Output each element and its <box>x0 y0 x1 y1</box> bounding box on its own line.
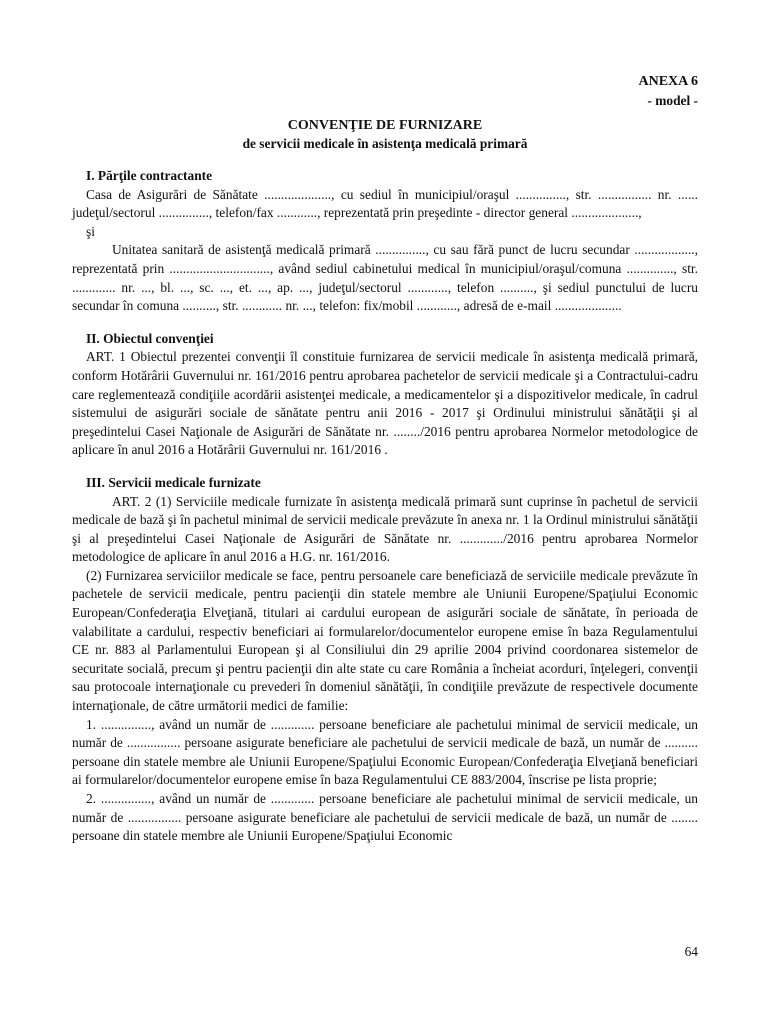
annex-label: ANEXA 6 <box>638 74 698 89</box>
document-body <box>72 72 698 846</box>
section-3-list-item-2: 2. ..............., având un număr de ............. persoane beneficiare ale pachetului minimal de servicii medicale, un număr de ................ persoane asigurate beneficiare ale pachetului de servicii medicale de bază, un număr de ........ persoane din statele membre ale Uniunii Europene/Spaţiului Economic <box>72 791 698 844</box>
section-1-and: şi <box>86 223 95 239</box>
section-3-paragraph-1: ART. 2 (1) Serviciile medicale furnizate în asistenţa medicală primară sunt cuprinse în pachetul de servicii medicale de bază şi în pachetul minimal de servicii medicale prevăzute în anexa nr. 1 la Ordinul ministrului sănătăţii şi al preşedintelui Casei Naţionale de Asigurări de Sănătate nr. ............./2016 pentru aprobarea Normelor metodologice de aplicare în anul 2016 a H.G. nr. 161/2016. <box>72 493 698 565</box>
document-subtitle: de servicii medicale în asistenţa medicală primară <box>242 136 528 151</box>
section-1-heading: I. Părţile contractante <box>86 168 213 183</box>
page-number: 64 <box>684 944 698 959</box>
section-2-heading: II. Obiectul convenţiei <box>86 330 214 346</box>
model-label: - model - <box>647 93 698 108</box>
document-title: CONVENŢIE DE FURNIZARE <box>287 118 483 133</box>
section-3-list-item-1: 1. ..............., având un număr de ............. persoane beneficiare ale pachetului minimal de servicii medicale, un număr de ................ persoane asigurate beneficiare ale pachetului de servicii medicale de bază, un număr de .......... persoane din statele membre ale Uniunii Europene/Spaţiului Economic European/Confederaţia Elveţiană beneficiari ai formularelor/documentelor europene emise în baza Regulamentului CE 883/2004, înscrise pe lista proprie; <box>72 716 698 788</box>
section-2-paragraph-1: ART. 1 Obiectul prezentei convenţii îl constituie furnizarea de servicii medicale în asistenţa medicală primară, conform Hotărârii Guvernului nr. 161/2016 pentru aprobarea pachetelor de servicii medicale şi a Contractului-cadru care reglementează condiţiile acordării asistenţei medicale, a medicamentelor şi a dispozitivelor medicale, în cadrul sistemului de asigurări sociale de sănătate pentru anii 2016 - 2017 şi Ordinului ministrului sănătăţii şi al preşedintelui Casei Naţionale de Asigurări de Sănătate nr. ......../2016 pentru aprobarea Normelor metodologice de aplicare în anul 2016 a Hotărârii Guvernului nr. 161/2016 . <box>72 349 698 458</box>
section-3-heading: III. Servicii medicale furnizate <box>86 474 261 490</box>
section-1-paragraph-1: Casa de Asigurări de Sănătate ...................., cu sediul în municipiul/oraşul ..............., str. ................ nr. ...... judeţul/sectorul ..............., telefon/fax ............, reprezentată prin preşedinte - director general ...................., <box>72 186 698 221</box>
section-3-paragraph-2: (2) Furnizarea serviciilor medicale se face, pentru persoanele care beneficiază de serviciile medicale prevăzute în pachetele de servicii medicale, pentru pacienţii din statele membre ale Uniunii Europene/Spaţiului Economic European/Confederaţia Elveţiană, titulari ai cardului european de asigurări sociale de sănătate, în perioada de valabilitate a cardului, respectiv beneficiari ai formularelor/documentelor europene emise în baza Regulamentului CE nr. 883 al Parlamentului European şi al Consiliului din 29 aprilie 2004 privind coordonarea sistemelor de securitate socială, precum şi pentru pacienţii din alte state cu care România a încheiat acorduri, înţelegeri, convenţii sau protocoale internaţionale cu prevederi în domeniul sănătăţii, în condiţiile prevăzute de respectivele documente internaţionale, de către următorii medici de familie: <box>72 567 698 714</box>
section-1-paragraph-2: Unitatea sanitară de asistenţă medicală primară ..............., cu sau fără punct de lucru secundar .................., reprezentată prin .............................., având sediul cabinetului medical în municipiul/oraşul/comuna .............., str. ............. nr. ..., bl. ..., sc. ..., et. ..., ap. ..., judeţul/sectorul ............, telefon .........., şi sediul punctului de lucru secundar în comuna .........., str. ............ nr. ..., telefon: fix/mobil ............, adresă de e-mail .................... <box>72 242 698 314</box>
